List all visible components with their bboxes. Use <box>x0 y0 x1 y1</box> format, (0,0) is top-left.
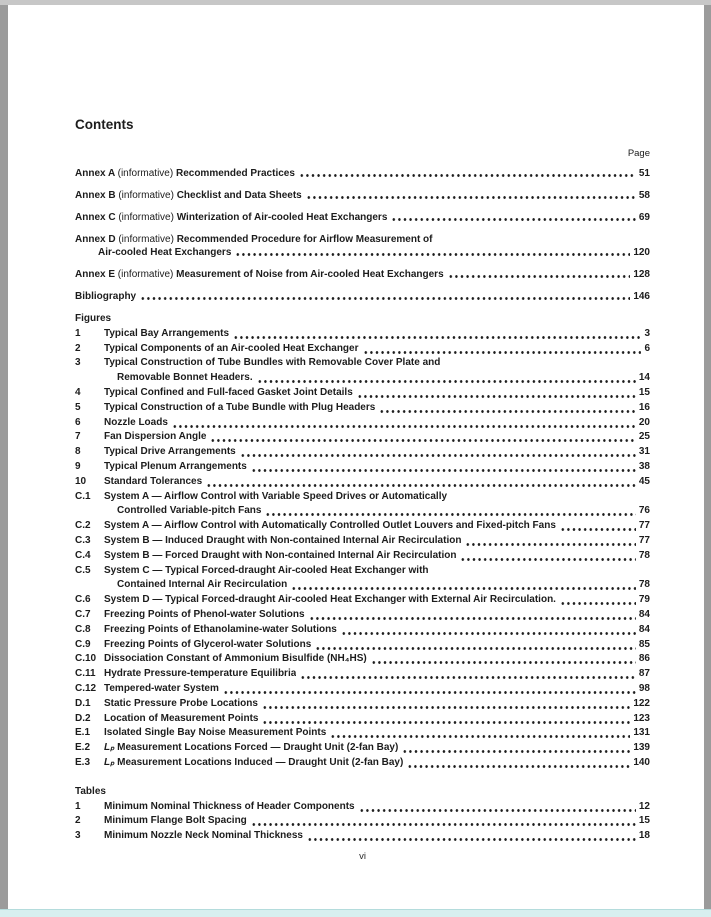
toc-entry-title: Bibliography <box>75 291 137 302</box>
dot-leader <box>235 246 630 259</box>
annex-qualifier: (informative) <box>118 234 177 245</box>
continuation-indent <box>75 371 117 386</box>
annex-qualifier: (informative) <box>117 269 177 280</box>
toc-entry-title-continuation: Controlled Variable-pitch Fans <box>117 505 262 517</box>
page-number: 84 <box>638 623 650 635</box>
toc-entry-number: E.3 <box>75 756 91 768</box>
toc-entry-number: 6 <box>75 416 81 428</box>
toc-entry-number: 3 <box>75 357 81 369</box>
page-number: 84 <box>638 608 650 620</box>
toc-row <box>75 167 650 180</box>
toc-entry-number: C.4 <box>75 549 91 561</box>
annex-label: Annex A <box>75 168 118 179</box>
toc-row <box>75 519 650 534</box>
toc-row <box>75 652 650 667</box>
dot-leader <box>299 167 636 180</box>
toc-entry <box>75 290 650 303</box>
toc-row <box>75 356 650 371</box>
dot-leader <box>379 401 636 416</box>
toc-entry-title: Freezing Points of Glycerol-water Solutions <box>104 638 312 650</box>
toc-row <box>75 475 650 490</box>
toc-entry-number: E.1 <box>75 727 91 739</box>
dot-leader <box>359 800 636 815</box>
page-number: 86 <box>638 653 650 665</box>
page-number: 20 <box>638 416 650 428</box>
toc-entry-number: C.2 <box>75 520 91 532</box>
page-number: 16 <box>638 401 650 413</box>
page-number: 146 <box>633 291 650 302</box>
toc-entry-number: D.1 <box>75 697 91 709</box>
toc-entry-number: 8 <box>75 446 81 458</box>
dot-leader <box>330 726 630 741</box>
page-number: 85 <box>638 638 650 650</box>
toc-entry-title: Typical Construction of Tube Bundles with Removable Cover Plate and <box>104 357 441 369</box>
toc-entry <box>75 233 650 259</box>
page-number: 15 <box>638 386 650 398</box>
page-number: 31 <box>638 446 650 458</box>
dot-leader <box>262 697 630 712</box>
page-number: 98 <box>638 682 650 694</box>
toc-entry-title: Typical Bay Arrangements <box>104 327 230 339</box>
tables-toc-list <box>75 800 650 844</box>
annex-title-text: Recommended Procedure for Airflow Measurement of <box>176 234 433 245</box>
page-number: 3 <box>644 327 650 339</box>
dot-leader <box>448 268 631 281</box>
toc-entry-title: System C — Typical Forced-draught Air-cooled Heat Exchanger with <box>104 564 429 576</box>
toc-row <box>75 211 650 224</box>
toc-row <box>75 608 650 623</box>
toc-entry-number: C.9 <box>75 638 91 650</box>
page-number: 69 <box>638 212 650 223</box>
figures-toc-list <box>75 327 650 771</box>
toc-row <box>75 416 650 431</box>
dot-leader <box>341 623 636 638</box>
toc-row <box>75 386 650 401</box>
page-number: 14 <box>638 372 650 384</box>
dot-leader <box>307 829 636 844</box>
toc-entry-number: 4 <box>75 386 81 398</box>
toc-entry-number: C.6 <box>75 594 91 606</box>
annex-title-text: Recommended Practices <box>175 168 295 179</box>
page-number: 128 <box>633 269 650 280</box>
toc-entry-title: Minimum Flange Bolt Spacing <box>104 815 247 827</box>
toc-entry-title-continuation: Air-cooled Heat Exchangers <box>98 247 232 258</box>
page-number: 122 <box>633 697 650 709</box>
annex-qualifier: (informative) <box>118 190 177 201</box>
toc-entry-number: 1 <box>75 327 81 339</box>
toc-entry-number: 7 <box>75 431 81 443</box>
dot-leader <box>460 549 635 564</box>
toc-entry-title: Typical Components of an Air-cooled Heat Exchanger <box>104 342 359 354</box>
toc-row <box>75 233 650 246</box>
dot-leader <box>140 290 630 303</box>
annex-label: Annex E <box>75 269 118 280</box>
page-number: 123 <box>633 712 650 724</box>
toc-row <box>75 445 650 460</box>
toc-entry-title: Location of Measurement Points <box>104 712 259 724</box>
toc-entry-title: Lₚ Measurement Locations Induced — Draught Unit (2-fan Bay) <box>104 756 404 768</box>
toc-entry-title: Freezing Points of Phenol-water Solutions <box>104 608 305 620</box>
toc-entry-number: C.5 <box>75 564 91 576</box>
page-number: 6 <box>644 342 650 354</box>
toc-row <box>75 829 650 844</box>
toc-entry-title: Standard Tolerances <box>104 475 203 487</box>
toc-row <box>75 800 650 815</box>
toc-entry-number: 2 <box>75 815 81 827</box>
toc-entry-number: C.11 <box>75 668 96 680</box>
toc-row <box>75 342 650 357</box>
dot-leader <box>306 189 636 202</box>
page-number: 79 <box>638 594 650 606</box>
toc-entry-title: Freezing Points of Ethanolamine-water Solutions <box>104 623 337 635</box>
toc-entry-number: 5 <box>75 401 81 413</box>
annex-label: Annex D <box>75 234 119 245</box>
dot-leader <box>560 593 636 608</box>
toc-entry-title: Typical Drive Arrangements <box>104 446 236 458</box>
dot-leader <box>407 756 630 771</box>
annex-title-text: Winterization of Air-cooled Heat Exchangers <box>176 212 388 223</box>
toc-entry-number: D.2 <box>75 712 91 724</box>
toc-entry-title: Typical Construction of a Tube Bundle with Plug Headers <box>104 401 376 413</box>
symbol-italic: Lₚ <box>104 756 115 768</box>
page-number: 140 <box>633 756 650 768</box>
toc-entry-number: C.10 <box>75 653 97 665</box>
dot-leader <box>291 578 636 593</box>
toc-entry-title: Static Pressure Probe Locations <box>104 697 258 709</box>
toc-entry-title <box>75 211 387 224</box>
toc-entry-title: System A — Airflow Control with Variable Speed Drives or Automatically <box>104 490 448 502</box>
toc-entry-number: 9 <box>75 460 81 472</box>
annex-label: Annex C <box>75 212 119 223</box>
dot-leader <box>172 416 636 431</box>
dot-leader <box>210 430 635 445</box>
dot-leader <box>300 667 636 682</box>
toc-row <box>75 534 650 549</box>
toc-entry-number: 10 <box>75 475 87 487</box>
page-number: 18 <box>638 830 650 842</box>
toc-row <box>75 460 650 475</box>
page-number: 78 <box>638 549 650 561</box>
continuation-indent <box>75 246 98 259</box>
figures-section-heading: Figures <box>75 313 112 324</box>
page-number: 87 <box>638 668 650 680</box>
toc-row <box>75 549 650 564</box>
toc-row <box>75 268 650 281</box>
annex-title-text: Checklist and Data Sheets <box>176 190 302 201</box>
toc-row <box>75 638 650 653</box>
page-number-footer: vi <box>359 850 366 862</box>
annex-label: Annex B <box>75 190 119 201</box>
toc-row <box>75 593 650 608</box>
toc-row <box>75 741 650 756</box>
toc-row <box>75 564 650 579</box>
viewer-right-gutter <box>704 5 711 909</box>
toc-entry-title-continuation: Removable Bonnet Headers. <box>117 372 253 384</box>
toc-entry-title <box>75 167 295 180</box>
dot-leader <box>240 445 636 460</box>
toc-row <box>75 490 650 505</box>
annex-qualifier: (informative) <box>117 168 176 179</box>
toc-row-continuation <box>75 578 650 593</box>
toc-row-continuation <box>75 246 650 259</box>
dot-leader <box>560 519 636 534</box>
toc-row <box>75 697 650 712</box>
toc-entry-number: C.8 <box>75 623 91 635</box>
toc-row <box>75 682 650 697</box>
toc-row <box>75 712 650 727</box>
toc-entry-number: C.7 <box>75 608 91 620</box>
annex-qualifier: (informative) <box>118 212 177 223</box>
dot-leader <box>309 608 636 623</box>
viewer-left-gutter <box>0 5 8 909</box>
contents-heading: Contents <box>75 117 134 132</box>
toc-entry-title: Hydrate Pressure-temperature Equilibria <box>104 668 297 680</box>
dot-leader <box>391 211 635 224</box>
toc-entry-title: System B — Forced Draught with Non-contained Internal Air Recirculation <box>104 549 457 561</box>
toc-entry-title: Typical Confined and Full-faced Gasket Joint Details <box>104 386 353 398</box>
toc-row <box>75 623 650 638</box>
toc-row-continuation <box>75 504 650 519</box>
page-number: 12 <box>638 800 650 812</box>
dot-leader <box>265 504 635 519</box>
toc-entry-title: System B — Induced Draught with Non-contained Internal Air Recirculation <box>104 534 462 546</box>
toc-entry <box>75 167 650 180</box>
document-page <box>8 5 704 909</box>
dot-leader <box>371 652 636 667</box>
toc-row <box>75 430 650 445</box>
page-number: 38 <box>638 460 650 472</box>
continuation-indent <box>75 578 117 593</box>
toc-row <box>75 290 650 303</box>
toc-entry-title: Nozzle Loads <box>104 416 168 428</box>
annex-toc-list <box>75 167 650 303</box>
toc-row <box>75 756 650 771</box>
dot-leader <box>363 342 642 357</box>
toc-entry-number: C.3 <box>75 534 91 546</box>
toc-entry-title: Minimum Nozzle Neck Nominal Thickness <box>104 830 303 842</box>
dot-leader <box>251 814 636 829</box>
toc-entry-title: Lₚ Measurement Locations Forced — Draught Unit (2-fan Bay) <box>104 742 399 754</box>
dot-leader <box>206 475 636 490</box>
symbol-italic: Lₚ <box>104 742 115 754</box>
toc-entry-title <box>75 233 433 246</box>
page-number: 25 <box>638 431 650 443</box>
toc-row-continuation <box>75 371 650 386</box>
toc-row <box>75 814 650 829</box>
toc-entry-number: 3 <box>75 830 81 842</box>
toc-row <box>75 401 650 416</box>
toc-entry-number: C.1 <box>75 490 91 502</box>
page-number: 58 <box>638 190 650 201</box>
toc-entry <box>75 268 650 281</box>
toc-entry-title: Typical Plenum Arrangements <box>104 460 247 472</box>
toc-row <box>75 726 650 741</box>
toc-entry-title: Minimum Nominal Thickness of Header Components <box>104 800 355 812</box>
toc-entry-number: 1 <box>75 800 81 812</box>
toc-entry-number: E.2 <box>75 742 91 754</box>
dot-leader <box>251 460 636 475</box>
tables-section-heading: Tables <box>75 785 106 797</box>
toc-entry-title: Isolated Single Bay Noise Measurement Points <box>104 727 327 739</box>
toc-row <box>75 667 650 682</box>
dot-leader <box>315 638 636 653</box>
page-number: 131 <box>633 727 650 739</box>
toc-entry-number: C.12 <box>75 682 97 694</box>
page-number: 78 <box>638 579 650 591</box>
continuation-indent <box>75 504 117 519</box>
toc-entry-title: Tempered-water System <box>104 682 219 694</box>
toc-entry-number: 2 <box>75 342 81 354</box>
dot-leader <box>465 534 635 549</box>
page-number: 77 <box>638 520 650 532</box>
toc-entry-title: System A — Airflow Control with Automatically Controlled Outlet Louvers and Fixed-pitch Fans <box>104 520 556 532</box>
page-number: 45 <box>638 475 650 487</box>
toc-entry-title <box>75 268 444 281</box>
page-number: 139 <box>633 742 650 754</box>
dot-leader <box>223 682 636 697</box>
dot-leader <box>357 386 636 401</box>
toc-entry <box>75 211 650 224</box>
toc-entry <box>75 189 650 202</box>
page-number: 77 <box>638 534 650 546</box>
dot-leader <box>402 741 630 756</box>
annex-title-text: Measurement of Noise from Air-cooled Heat Exchangers <box>176 269 444 280</box>
toc-entry-title <box>75 189 302 202</box>
toc-entry-title: Dissociation Constant of Ammonium Bisulfide (NH₄HS) <box>104 653 367 665</box>
dot-leader <box>257 371 636 386</box>
toc-entry-title: System D — Typical Forced-draught Air-cooled Heat Exchanger with External Air Recirculation. <box>104 594 556 606</box>
page-number: 76 <box>638 505 650 517</box>
page-number: 15 <box>638 815 650 827</box>
toc-entry-title-continuation: Contained Internal Air Recirculation <box>117 579 288 591</box>
horizontal-scrollbar-track[interactable] <box>0 909 711 917</box>
toc-entry-title: Fan Dispersion Angle <box>104 431 207 443</box>
page-number: 120 <box>633 247 650 258</box>
page-number: 51 <box>638 168 650 179</box>
page-column-label: Page <box>627 148 650 159</box>
toc-row <box>75 189 650 202</box>
dot-leader <box>262 712 630 727</box>
toc-row <box>75 327 650 342</box>
dot-leader <box>233 327 641 342</box>
